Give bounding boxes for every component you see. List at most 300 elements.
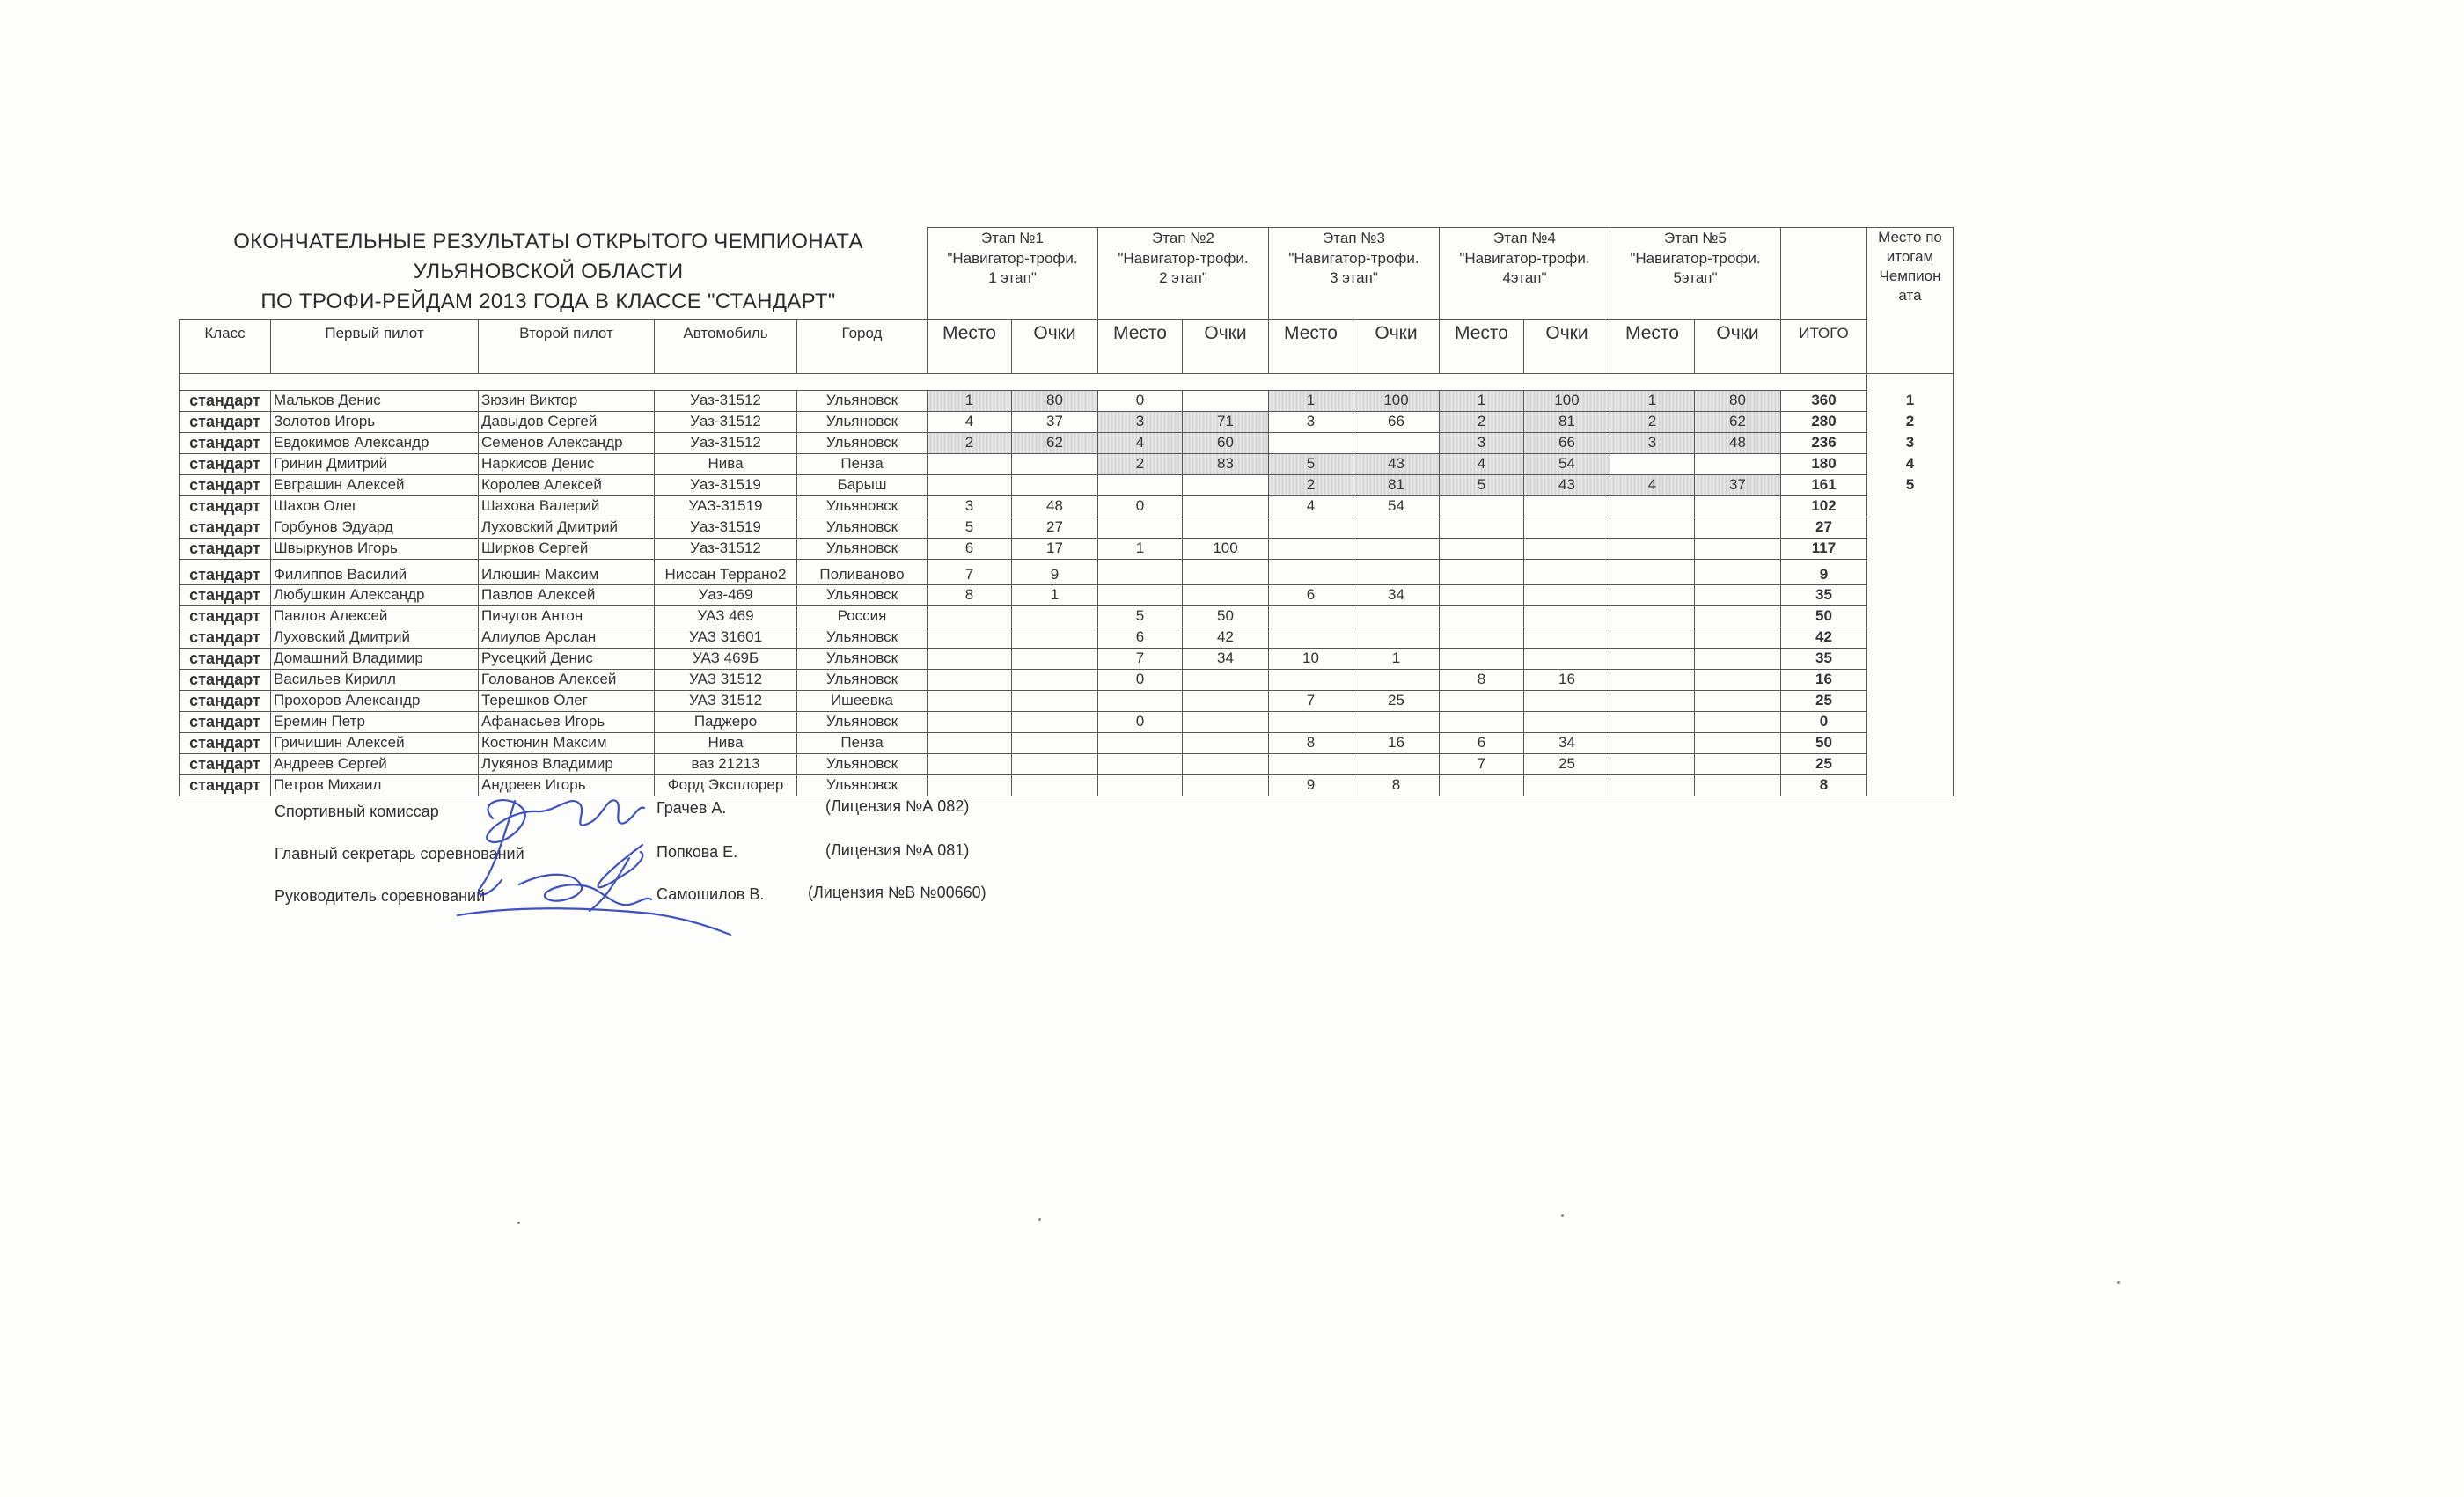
stage-place-cell: 6 (1098, 627, 1183, 648)
table-row (180, 474, 1954, 495)
city-cell: Россия (797, 605, 928, 627)
pilot2-cell: Ширков Сергей (479, 538, 655, 559)
stage-place-cell: 8 (1440, 669, 1524, 690)
final-gap (1867, 373, 1954, 390)
pilot1-cell: Гричишин Алексей (271, 732, 479, 753)
table-row (180, 605, 1954, 627)
final-place-cell (1867, 669, 1954, 690)
stage-points-cell (1183, 495, 1269, 517)
class-cell: стандарт (180, 648, 271, 669)
stage-points-cell (1353, 753, 1440, 774)
stage-place-cell (1610, 711, 1695, 732)
stage-3-header: Этап №3 (1269, 228, 1440, 249)
city-cell: Ульяновск (797, 538, 928, 559)
class-cell: стандарт (180, 411, 271, 432)
stage-points-cell (1695, 669, 1781, 690)
stage-points-cell (1353, 538, 1440, 559)
pilot2-cell: Пичугов Антон (479, 605, 655, 627)
pilot1-cell: Луховский Дмитрий (271, 627, 479, 648)
handwritten-signatures (440, 774, 757, 942)
stage-points-cell: 100 (1524, 390, 1610, 411)
stage-place-cell (1098, 774, 1183, 796)
stage-place-cell (928, 774, 1012, 796)
pilot2-cell: Наркисов Денис (479, 453, 655, 474)
final-place-cell (1867, 559, 1954, 584)
stage-points-cell (1695, 584, 1781, 605)
col-pilot1-header: Первый пилот (271, 319, 479, 373)
pilot2-cell: Павлов Алексей (479, 584, 655, 605)
stage-place-cell: 3 (928, 495, 1012, 517)
stage-points-cell (1695, 648, 1781, 669)
car-cell: УАЗ 469Б (655, 648, 797, 669)
pilot1-cell: Швыркунов Игорь (271, 538, 479, 559)
class-cell: стандарт (180, 690, 271, 711)
pilot1-cell: Филиппов Василий (271, 559, 479, 584)
final-place-header-l3: Чемпион (1879, 268, 1941, 284)
stage-5-header: Этап №5 (1610, 228, 1781, 249)
car-cell: Уаз-469 (655, 584, 797, 605)
stage-points-cell (1524, 605, 1610, 627)
scan-speck (517, 1222, 520, 1224)
stage-place-cell (928, 753, 1012, 774)
stage-place-cell (1098, 690, 1183, 711)
stage-points-cell (1695, 627, 1781, 648)
final-place-cell (1867, 774, 1954, 796)
car-cell: УАЗ-31519 (655, 495, 797, 517)
class-cell: стандарт (180, 774, 271, 796)
stage-place-cell (1610, 605, 1695, 627)
stage-place-cell: 6 (1440, 732, 1524, 753)
stage-points-cell (1524, 538, 1610, 559)
stage-1-place-header: Место (928, 319, 1012, 373)
city-cell: Поливаново (797, 559, 928, 584)
stage-place-cell (1440, 711, 1524, 732)
stage-place-cell (928, 690, 1012, 711)
class-cell: стандарт (180, 517, 271, 538)
stage-place-cell: 3 (1098, 411, 1183, 432)
stage-points-cell (1012, 627, 1098, 648)
city-cell: Пенза (797, 453, 928, 474)
scan-speck (1038, 1218, 1041, 1221)
stage-points-cell (1524, 711, 1610, 732)
stage-points-cell (1183, 474, 1269, 495)
stage-points-cell (1012, 474, 1098, 495)
stage-2-points-header: Очки (1183, 319, 1269, 373)
table-row (180, 411, 1954, 432)
stage-points-cell: 37 (1012, 411, 1098, 432)
final-place-cell: 3 (1867, 432, 1954, 453)
table-row (180, 390, 1954, 411)
stage-points-cell (1524, 690, 1610, 711)
class-cell: стандарт (180, 538, 271, 559)
stage-place-cell: 2 (1269, 474, 1353, 495)
stage-place-cell: 1 (928, 390, 1012, 411)
col-city-header: Город (797, 319, 928, 373)
final-place-cell (1867, 732, 1954, 753)
table-row (180, 559, 1954, 584)
stage-points-cell: 48 (1695, 432, 1781, 453)
car-cell: Уаз-31519 (655, 517, 797, 538)
city-cell: Ульяновск (797, 774, 928, 796)
stage-place-cell: 5 (1269, 453, 1353, 474)
table-row (180, 732, 1954, 753)
pilot2-cell: Афанасьев Игорь (479, 711, 655, 732)
stage-place-cell (928, 474, 1012, 495)
stage-place-cell: 6 (928, 538, 1012, 559)
stage-place-cell: 2 (928, 432, 1012, 453)
table-row (180, 538, 1954, 559)
stage-points-cell: 50 (1183, 605, 1269, 627)
stage-points-cell (1183, 584, 1269, 605)
pilot2-cell: Шахова Валерий (479, 495, 655, 517)
stage-points-cell: 71 (1183, 411, 1269, 432)
col-car-header: Автомобиль (655, 319, 797, 373)
stage-place-cell (1269, 517, 1353, 538)
stage-points-cell: 9 (1012, 559, 1098, 584)
stage-points-cell (1353, 669, 1440, 690)
class-cell: стандарт (180, 432, 271, 453)
total-cell: 35 (1781, 584, 1867, 605)
sig-2-role: Главный секретарь соревнований (275, 845, 524, 862)
final-place-cell: 4 (1867, 453, 1954, 474)
stage-place-cell: 1 (1098, 538, 1183, 559)
class-cell: стандарт (180, 605, 271, 627)
stage-points-cell (1012, 453, 1098, 474)
car-cell: Уаз-31512 (655, 538, 797, 559)
title-line-2: УЛЬЯНОВСКОЙ ОБЛАСТИ (413, 260, 684, 283)
stage-points-cell: 25 (1353, 690, 1440, 711)
stage-points-cell (1183, 690, 1269, 711)
stage-points-cell: 80 (1012, 390, 1098, 411)
signature-samoshilov (519, 875, 651, 905)
stage-points-cell: 62 (1695, 411, 1781, 432)
table-row (180, 690, 1954, 711)
stage-points-cell (1695, 559, 1781, 584)
stage-place-cell: 2 (1440, 411, 1524, 432)
stage-place-cell: 3 (1269, 411, 1353, 432)
table-row (180, 711, 1954, 732)
stage-points-cell (1353, 432, 1440, 453)
class-cell: стандарт (180, 453, 271, 474)
car-cell: Уаз-31512 (655, 432, 797, 453)
title-line-1: ОКОНЧАТЕЛЬНЫЕ РЕЗУЛЬТАТЫ ОТКРЫТОГО ЧЕМПИОНАТА (233, 230, 863, 253)
stage-points-cell: 81 (1524, 411, 1610, 432)
scan-speck (1561, 1214, 1564, 1217)
stage-1-header: Этап №1 (928, 228, 1098, 249)
stage-points-cell: 62 (1012, 432, 1098, 453)
stage-place-cell: 8 (1269, 732, 1353, 753)
stage-place-cell (928, 669, 1012, 690)
sig-1-role: Спортивный комиссар (275, 803, 439, 820)
table-row (180, 584, 1954, 605)
stage-place-cell: 4 (1269, 495, 1353, 517)
signature-popkova (598, 845, 643, 887)
total-cell: 25 (1781, 753, 1867, 774)
table-row (180, 517, 1954, 538)
final-place-cell: 1 (1867, 390, 1954, 411)
final-place-cell (1867, 495, 1954, 517)
city-cell: Ульяновск (797, 411, 928, 432)
stage-place-cell (1440, 605, 1524, 627)
stage-5-points-header: Очки (1695, 319, 1781, 373)
class-cell: стандарт (180, 584, 271, 605)
stage-points-cell: 17 (1012, 538, 1098, 559)
city-cell: Ульяновск (797, 648, 928, 669)
stage-place-cell (1610, 538, 1695, 559)
stage-place-cell (1098, 474, 1183, 495)
final-place-cell (1867, 538, 1954, 559)
class-cell: стандарт (180, 390, 271, 411)
total-cell: 180 (1781, 453, 1867, 474)
stage-points-cell (1353, 711, 1440, 732)
stage-place-cell (928, 732, 1012, 753)
stage-place-cell: 4 (928, 411, 1012, 432)
table-row (180, 669, 1954, 690)
pilot2-cell: Голованов Алексей (479, 669, 655, 690)
stage-points-cell: 54 (1524, 453, 1610, 474)
stage-points-cell: 60 (1183, 432, 1269, 453)
stage-place-cell: 1 (1269, 390, 1353, 411)
car-cell: ваз 21213 (655, 753, 797, 774)
stage-4-points-header: Очки (1524, 319, 1610, 373)
stage-points-cell (1012, 690, 1098, 711)
stage-place-cell: 0 (1098, 669, 1183, 690)
stage-4-name: "Навигатор-трофи. 4этап" (1440, 249, 1610, 320)
pilot2-cell: Русецкий Денис (479, 648, 655, 669)
total-cell: 50 (1781, 605, 1867, 627)
total-cell: 35 (1781, 648, 1867, 669)
stage-points-cell: 43 (1524, 474, 1610, 495)
stage-points-cell (1524, 559, 1610, 584)
stage-points-cell (1524, 627, 1610, 648)
stage-place-cell (1610, 517, 1695, 538)
stage-place-cell: 0 (1098, 495, 1183, 517)
pilot1-cell: Любушкин Александр (271, 584, 479, 605)
pilot1-cell: Домашний Владимир (271, 648, 479, 669)
stage-place-cell: 5 (1440, 474, 1524, 495)
final-place-header-l1: Место по (1878, 229, 1942, 246)
stage-place-cell (1269, 605, 1353, 627)
class-cell: стандарт (180, 669, 271, 690)
stage-points-cell (1524, 648, 1610, 669)
stage-points-cell (1353, 517, 1440, 538)
stage-place-cell (1610, 495, 1695, 517)
stage-points-cell (1695, 753, 1781, 774)
stage-place-cell: 4 (1610, 474, 1695, 495)
stage-place-cell: 6 (1269, 584, 1353, 605)
table-row (180, 432, 1954, 453)
stage-points-cell (1695, 711, 1781, 732)
stage-place-cell: 7 (928, 559, 1012, 584)
final-place-cell (1867, 584, 1954, 605)
final-place-cell (1867, 648, 1954, 669)
stage-place-cell (1440, 627, 1524, 648)
city-cell: Ульяновск (797, 711, 928, 732)
final-place-cell (1867, 711, 1954, 732)
table-row (180, 753, 1954, 774)
stage-points-cell (1353, 627, 1440, 648)
stage-points-cell (1183, 517, 1269, 538)
stage-place-cell: 10 (1269, 648, 1353, 669)
pilot1-cell: Евграшин Алексей (271, 474, 479, 495)
total-cell: 16 (1781, 669, 1867, 690)
stage-place-cell (1440, 648, 1524, 669)
sig-2-name: Попкова Е. (656, 843, 738, 861)
stage-place-cell (1269, 432, 1353, 453)
class-cell: стандарт (180, 627, 271, 648)
stage-points-cell: 66 (1524, 432, 1610, 453)
car-cell: УАЗ 31512 (655, 669, 797, 690)
stage-place-cell (928, 627, 1012, 648)
stage-points-cell (1695, 690, 1781, 711)
city-cell: Пенза (797, 732, 928, 753)
total-cell: 25 (1781, 690, 1867, 711)
stage-points-cell: 100 (1183, 538, 1269, 559)
final-place-cell: 5 (1867, 474, 1954, 495)
stage-place-cell (1269, 538, 1353, 559)
stage-points-cell: 27 (1012, 517, 1098, 538)
final-place-cell (1867, 753, 1954, 774)
pilot2-cell: Андреев Игорь (479, 774, 655, 796)
stage-place-cell (928, 453, 1012, 474)
final-place-cell (1867, 605, 1954, 627)
stage-points-cell: 37 (1695, 474, 1781, 495)
stage-points-cell (1524, 495, 1610, 517)
sig-3-license: (Лицензия №В №00660) (808, 884, 986, 901)
car-cell: Форд Эксплорер (655, 774, 797, 796)
stage-place-cell (1440, 584, 1524, 605)
stage-points-cell: 16 (1524, 669, 1610, 690)
pilot2-cell: Терешков Олег (479, 690, 655, 711)
stage-name-row (180, 249, 1954, 320)
pilot2-cell: Костюнин Максим (479, 732, 655, 753)
total-cell: 8 (1781, 774, 1867, 796)
stage-points-cell (1183, 753, 1269, 774)
stage-3-place-header: Место (1269, 319, 1353, 373)
stage-place-cell (1098, 584, 1183, 605)
city-cell: Барыш (797, 474, 928, 495)
stage-1-points-header: Очки (1012, 319, 1098, 373)
total-cell: 280 (1781, 411, 1867, 432)
stage-points-cell: 34 (1183, 648, 1269, 669)
table-row (180, 453, 1954, 474)
stage-place-cell (1098, 559, 1183, 584)
pilot1-cell: Андреев Сергей (271, 753, 479, 774)
stage-points-cell (1695, 774, 1781, 796)
pilot1-cell: Евдокимов Александр (271, 432, 479, 453)
stage-place-cell: 7 (1269, 690, 1353, 711)
total-cell: 161 (1781, 474, 1867, 495)
stage-place-cell: 8 (928, 584, 1012, 605)
stage-place-cell (1269, 559, 1353, 584)
city-cell: Ульяновск (797, 627, 928, 648)
pilot1-cell: Золотов Игорь (271, 411, 479, 432)
sig-1-license: (Лицензия №А 082) (825, 797, 970, 815)
table-row (180, 648, 1954, 669)
stage-points-cell: 42 (1183, 627, 1269, 648)
final-place-header-l2: итогам (1886, 248, 1934, 265)
pilot1-cell: Павлов Алексей (271, 605, 479, 627)
class-cell: стандарт (180, 495, 271, 517)
pilot1-cell: Еремин Петр (271, 711, 479, 732)
stage-points-cell (1695, 538, 1781, 559)
city-cell: Ульяновск (797, 517, 928, 538)
stage-header-row (180, 228, 1954, 249)
total-cell: 360 (1781, 390, 1867, 411)
stage-place-cell (1440, 559, 1524, 584)
pilot2-cell: Алиулов Арслан (479, 627, 655, 648)
pilot1-cell: Шахов Олег (271, 495, 479, 517)
city-cell: Ишеевка (797, 690, 928, 711)
total-spacer-cell (1781, 228, 1867, 320)
car-cell: Нива (655, 453, 797, 474)
stage-place-cell: 3 (1440, 432, 1524, 453)
stage-points-cell (1183, 669, 1269, 690)
stage-place-cell (1440, 495, 1524, 517)
stage-points-cell: 43 (1353, 453, 1440, 474)
final-place-cell (1867, 627, 1954, 648)
stage-points-cell (1183, 711, 1269, 732)
stage-4-place-header: Место (1440, 319, 1524, 373)
stage-place-cell (1098, 732, 1183, 753)
stage-points-cell (1012, 711, 1098, 732)
stage-2-header: Этап №2 (1098, 228, 1269, 249)
city-cell: Ульяновск (797, 584, 928, 605)
pilot1-cell: Васильев Кирилл (271, 669, 479, 690)
stage-points-cell (1183, 559, 1269, 584)
stage-points-cell (1695, 453, 1781, 474)
stage-2-place-header: Место (1098, 319, 1183, 373)
total-cell: 102 (1781, 495, 1867, 517)
pilot2-cell: Лукянов Владимир (479, 753, 655, 774)
stage-place-cell (1610, 753, 1695, 774)
stage-place-cell (1610, 690, 1695, 711)
stage-points-cell (1353, 605, 1440, 627)
stage-3-name: "Навигатор-трофи. 3 этап" (1269, 249, 1440, 320)
stage-1-name: "Навигатор-трофи. 1 этап" (928, 249, 1098, 320)
stage-3-points-header: Очки (1353, 319, 1440, 373)
city-cell: Ульяновск (797, 669, 928, 690)
stage-place-cell (1269, 753, 1353, 774)
stage-points-cell: 54 (1353, 495, 1440, 517)
stage-points-cell (1353, 559, 1440, 584)
stage-place-cell (1269, 711, 1353, 732)
sig-3-role: Руководитель соревнований (275, 887, 486, 905)
stage-points-cell (1012, 648, 1098, 669)
stage-points-cell (1183, 390, 1269, 411)
total-header: ИТОГО (1781, 319, 1867, 373)
stage-place-cell: 0 (1098, 711, 1183, 732)
stage-place-cell (1440, 690, 1524, 711)
stage-place-cell: 3 (1610, 432, 1695, 453)
pilot2-cell: Давыдов Сергей (479, 411, 655, 432)
pilot2-cell: Луховский Дмитрий (479, 517, 655, 538)
city-cell: Ульяновск (797, 390, 928, 411)
stage-points-cell: 100 (1353, 390, 1440, 411)
pilot1-cell: Петров Михаил (271, 774, 479, 796)
stage-points-cell (1524, 774, 1610, 796)
stage-points-cell (1012, 732, 1098, 753)
stage-points-cell (1183, 774, 1269, 796)
stage-points-cell (1695, 495, 1781, 517)
stage-points-cell: 48 (1012, 495, 1098, 517)
title-line-3: ПО ТРОФИ-РЕЙДАМ 2013 ГОДА В КЛАССЕ "СТАНДАРТ" (260, 290, 836, 313)
col-pilot2-header: Второй пилот (479, 319, 655, 373)
stage-points-cell (1695, 605, 1781, 627)
class-cell: стандарт (180, 711, 271, 732)
car-cell: Нива (655, 732, 797, 753)
stage-points-cell (1012, 605, 1098, 627)
